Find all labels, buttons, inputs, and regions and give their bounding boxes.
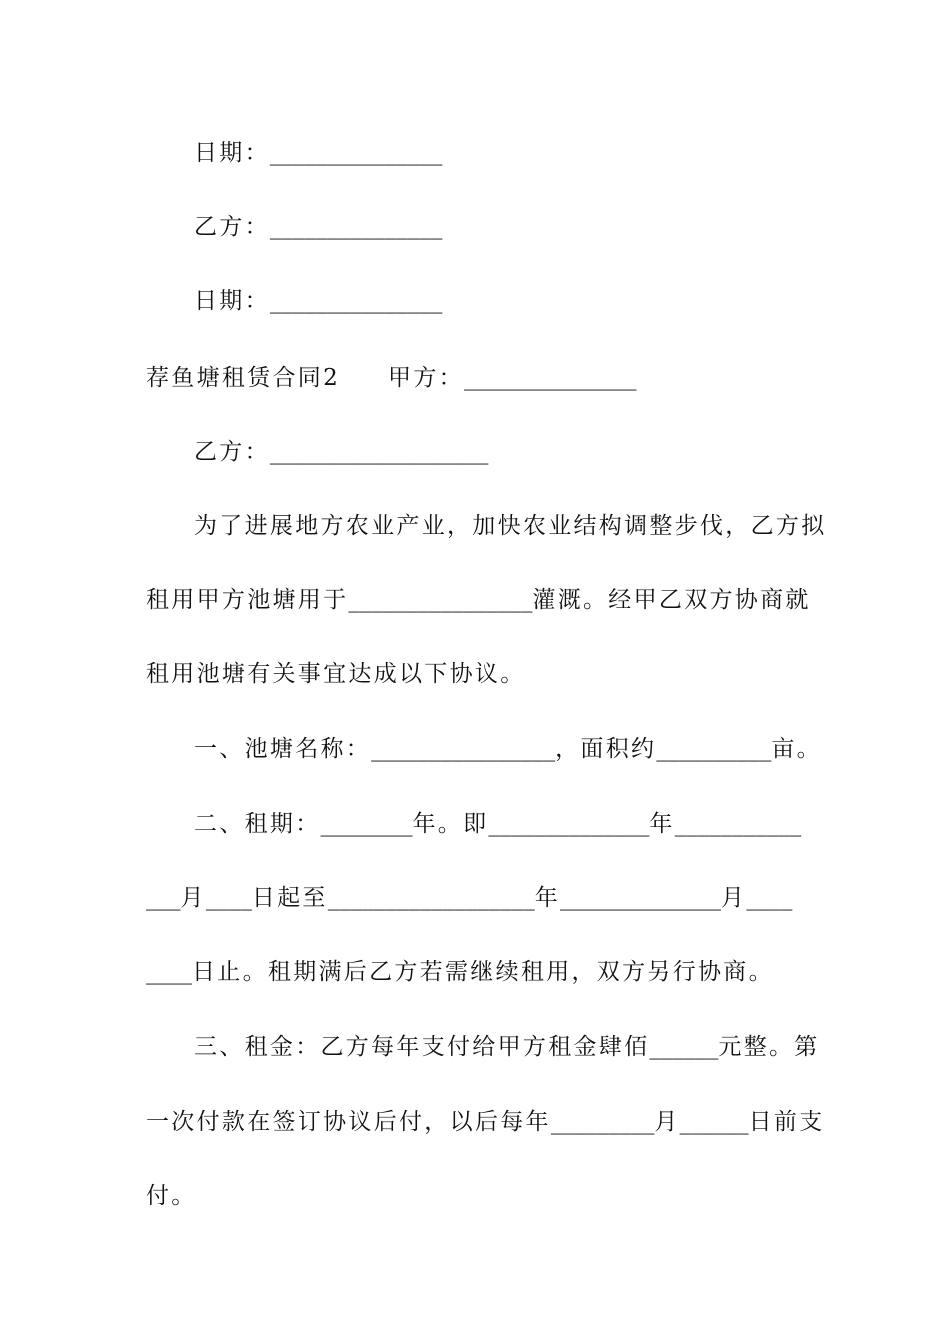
- signature-line-party-b-1: [194, 211, 442, 243]
- contract-title-line: [146, 362, 636, 394]
- clause-2-line: [146, 882, 792, 914]
- clause-text: ，面积约: [555, 736, 657, 762]
- clause-3-line: [146, 1180, 197, 1212]
- clause-text: 日止。租期满后乙方若需继续租用，双方另行协商。: [192, 959, 774, 985]
- paragraph-line: [146, 658, 526, 690]
- blank-field: ______: [679, 1109, 749, 1135]
- signature-line-date-2: [194, 285, 442, 317]
- blank-field: ______________: [488, 811, 650, 837]
- blank-field: ___________________: [269, 439, 489, 465]
- blank-field: ____: [205, 885, 252, 911]
- clause-3-line: [146, 1106, 825, 1138]
- clause-3-line: [194, 1031, 820, 1063]
- date-label-2: 日期：: [194, 288, 270, 314]
- clause-text: 三、租金：乙方每年支付给甲方租金肆佰: [194, 1034, 650, 1060]
- blank-field: ______: [649, 1034, 719, 1060]
- clause-text: 日前支: [748, 1109, 825, 1135]
- clause-text: 月: [180, 885, 206, 911]
- blank-field: _________: [550, 1109, 655, 1135]
- clause-2-line: [194, 808, 801, 840]
- paragraph-line: [146, 584, 811, 616]
- signature-line-date-1: [194, 137, 442, 169]
- blank-field: ______________: [560, 885, 722, 911]
- party-b-label-2: 乙方：: [194, 439, 270, 465]
- clause-text: 年: [534, 885, 561, 911]
- blank-field: ____: [746, 885, 793, 911]
- date-label-1: 日期：: [194, 140, 270, 166]
- party-b-label-1: 乙方：: [194, 214, 270, 240]
- blank-field: __________: [656, 736, 772, 762]
- clause-1-line: [194, 733, 822, 765]
- paragraph-text: 灌溉。经甲乙双方协商就: [532, 587, 811, 613]
- clause-text: 年。即: [412, 811, 489, 837]
- blank-field: _______________: [463, 365, 637, 391]
- clause-text: 日起至: [251, 885, 328, 911]
- paragraph-line: [194, 510, 827, 542]
- contract-title: 荐鱼塘租赁合同2: [146, 365, 341, 391]
- blank-field: _______________: [269, 214, 443, 240]
- blank-field: ________________: [348, 587, 533, 613]
- blank-field: ___: [146, 885, 181, 911]
- blank-field: ____: [146, 959, 192, 985]
- clause-text: 二、租期：: [194, 811, 321, 837]
- blank-field: ________________: [371, 736, 556, 762]
- clause-text: 亩。: [771, 736, 822, 762]
- clause-text: 一、池塘名称：: [194, 736, 372, 762]
- clause-2-line: [146, 956, 774, 988]
- clause-text: 元整。第: [718, 1034, 820, 1060]
- blank-field: __________________: [327, 885, 535, 911]
- clause-text: 月: [721, 885, 747, 911]
- clause-text: 付。: [146, 1183, 197, 1209]
- clause-text: 一次付款在签订协议后付，以后每年: [146, 1109, 551, 1135]
- clause-text: 月: [654, 1109, 680, 1135]
- blank-field: ___________: [674, 811, 802, 837]
- paragraph-text: 为了进展地方农业产业，加快农业结构调整步伐，乙方拟: [194, 513, 827, 539]
- blank-field: ________: [320, 811, 413, 837]
- blank-field: _______________: [269, 288, 443, 314]
- signature-line-party-b-2: [194, 436, 488, 468]
- paragraph-text: 租用甲方池塘用于: [146, 587, 349, 613]
- blank-field: _______________: [269, 140, 443, 166]
- clause-text: 年: [649, 811, 675, 837]
- party-a-label: 甲方：: [388, 365, 464, 391]
- paragraph-text: 租用池塘有关事宜达成以下协议。: [146, 661, 526, 687]
